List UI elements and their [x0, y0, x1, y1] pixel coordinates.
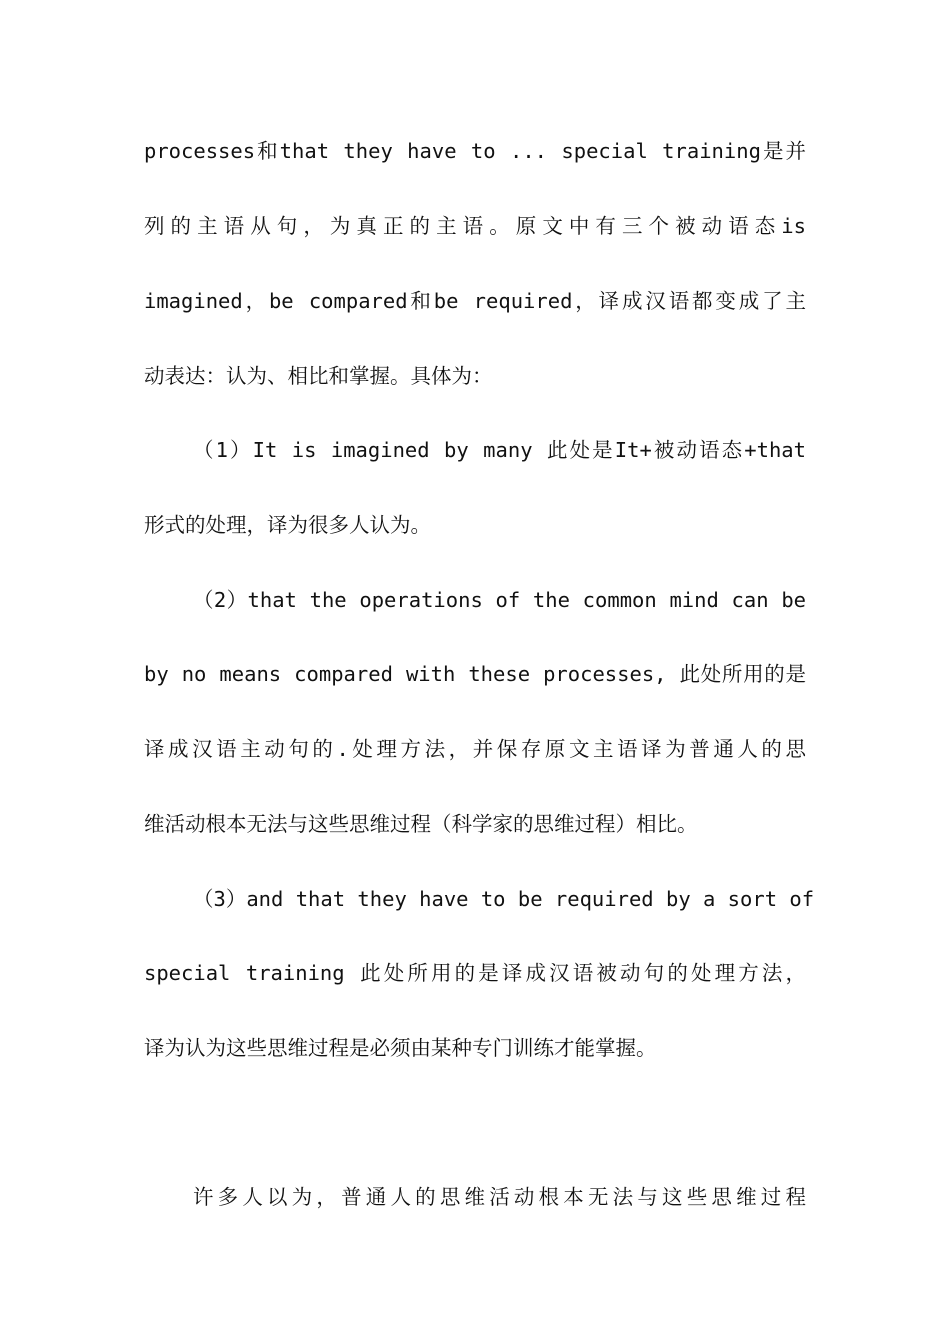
list-item-2-line-1: （2）that the operations of the common mind can be [193, 588, 806, 612]
list-item-1-line-1: （1）It is imagined by many 此处是It+被动语态+that [193, 438, 806, 462]
list-item-2-line-2: by no means compared with these processes, 此处所用的是 [144, 662, 806, 686]
paragraph-line-2: 列的主语从句，为真正的主语。原文中有三个被动语态is [144, 214, 806, 238]
list-item-1-line-2: 形式的处理，译为很多人认为。 [144, 513, 431, 537]
list-item-3-line-1: （3）and that they have to be required by a sort of [193, 887, 815, 911]
list-item-3-line-3: 译为认为这些思维过程是必须由某种专门训练才能掌握。 [144, 1036, 657, 1060]
list-item-3-line-2: special training 此处所用的是译成汉语被动句的处理方法， [144, 961, 806, 985]
translation-line-1: 许多人以为，普通人的思维活动根本无法与这些思维过程 [193, 1185, 806, 1209]
list-item-2-line-3: 译成汉语主动句的.处理方法，并保存原文主语译为普通人的思 [144, 737, 806, 761]
paragraph-line-4: 动表达：认为、相比和掌握。具体为： [144, 364, 493, 388]
paragraph-line-3: imagined，be compared和be required，译成汉语都变成了主 [144, 289, 806, 313]
paragraph-line-1: processes和that they have to ... special training是并 [144, 139, 806, 163]
list-item-2-line-4: 维活动根本无法与这些思维过程（科学家的思维过程）相比。 [144, 812, 698, 836]
